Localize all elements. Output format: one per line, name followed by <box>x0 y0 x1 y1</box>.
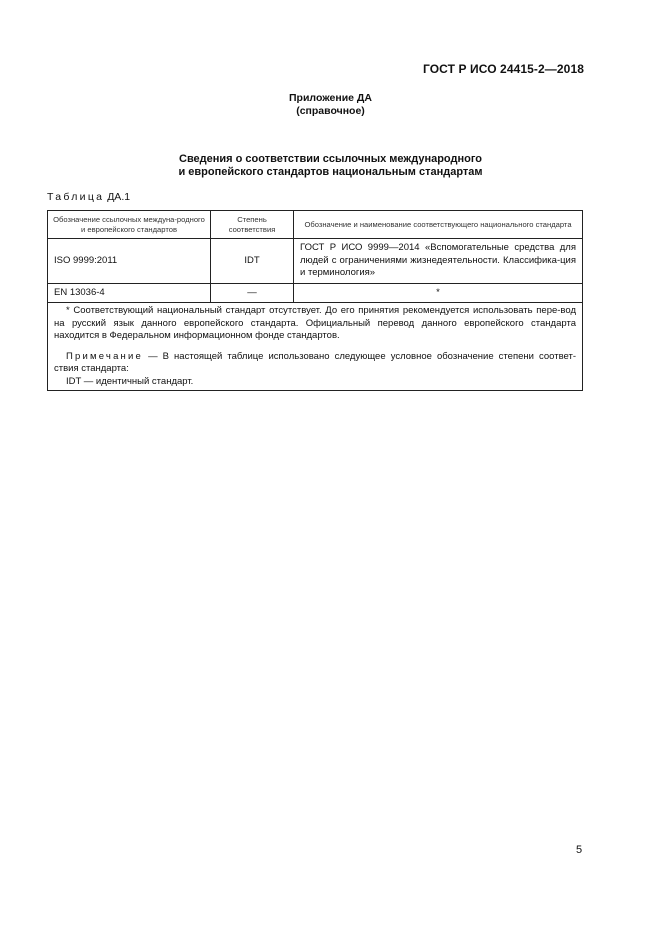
cell-reference: ISO 9999:2011 <box>48 239 211 284</box>
table-notes <box>48 303 583 391</box>
table-caption-word: Таблица <box>47 191 105 203</box>
section-heading <box>0 153 661 179</box>
cell-national: * <box>294 284 583 303</box>
table-row <box>48 239 583 284</box>
cell-reference: EN 13036-4 <box>48 284 211 303</box>
cell-degree: IDT <box>211 239 294 284</box>
correspondence-table <box>47 210 583 391</box>
note-definition: IDT — идентичный стандарт. <box>66 375 194 387</box>
table-row <box>48 284 583 303</box>
annex-heading <box>0 92 661 118</box>
table-caption-id: ДА.1 <box>104 191 131 203</box>
table-footnote: * Соответствующий национальный стандарт отсутствует. До его принятия рекомендуется использовать пере-вод на русский язык данного европейского стандарта. Официальный перевод данного европейского стандарта находится в Федеральном информационном фонде стандартов. <box>54 305 576 341</box>
section-title-line2: и европейского стандартов национальным стандартам <box>178 166 483 178</box>
table-caption <box>47 191 130 203</box>
header-national-standard: Обозначение и наименование соответствующего национального стандарта <box>294 211 583 239</box>
page-number: 5 <box>576 844 583 856</box>
note-label: Примечание <box>66 350 143 362</box>
table-note <box>54 351 576 376</box>
table-header-row <box>48 211 583 239</box>
note-text: — В настоящей таблице использовано следующее условное обозначение степени соответ-ствия стандарта: <box>54 350 576 374</box>
cell-degree: — <box>211 284 294 303</box>
section-title-line1: Сведения о соответствии ссылочных международного <box>179 153 482 165</box>
header-degree: Степень соответствия <box>211 211 294 239</box>
cell-national: ГОСТ Р ИСО 9999—2014 «Вспомогательные средства для людей с ограничениями жизнедеятельности. Классифика-ция и терминология» <box>294 239 583 284</box>
annex-title: Приложение ДА <box>289 92 372 104</box>
annex-subtitle: (справочное) <box>296 105 365 117</box>
document-code: ГОСТ Р ИСО 24415-2—2018 <box>422 62 584 76</box>
header-reference-standard: Обозначение ссылочных междуна-родного и европейского стандартов <box>48 211 211 239</box>
table-notes-row <box>48 303 583 391</box>
